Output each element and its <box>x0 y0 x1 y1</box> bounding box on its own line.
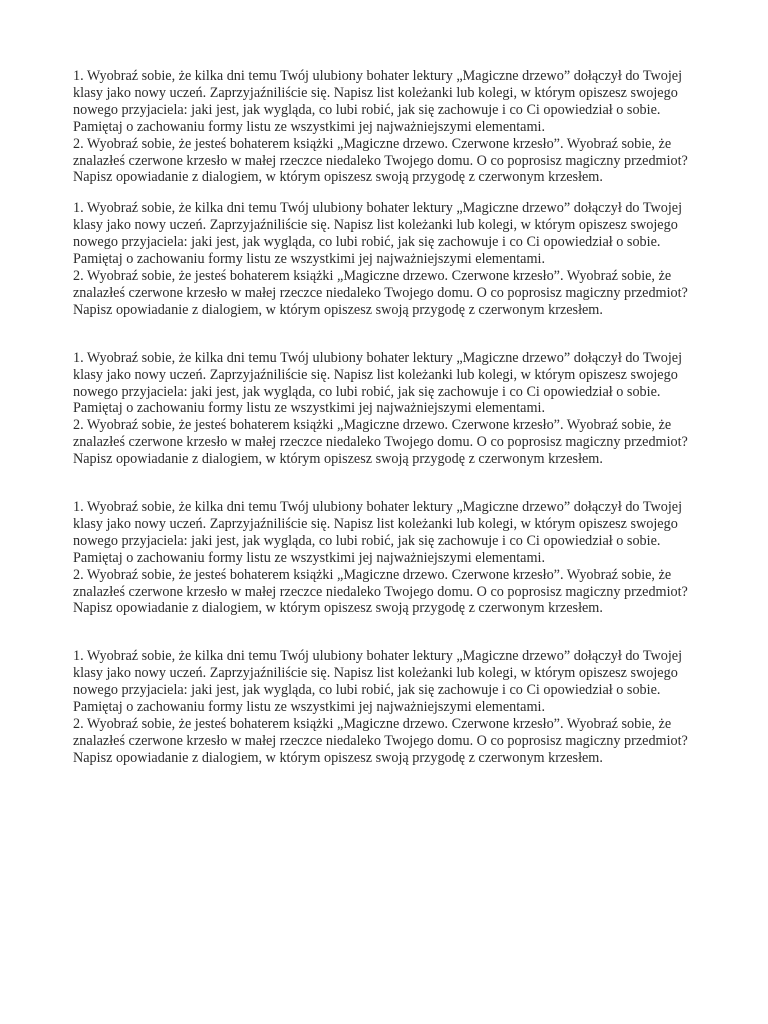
paragraph-spacer <box>73 468 713 499</box>
assignment-block-2 <box>73 200 713 318</box>
assignment-block-4 <box>73 499 713 617</box>
assignment-item-1: 1. Wyobraź sobie, że kilka dni temu Twój ulubiony bohater lektury „Magiczne drzewo” dołączył do Twojej klasy jako nowy uczeń. Zaprzyjaźniliście się. Napisz list koleżanki lub kolegi, w którym opiszesz swojego nowego przyjaciela: jaki jest, jak wygląda, co lubi robić, jak się zachowuje i co Ci opowiedział o sobie. Pamiętaj o zachowaniu formy listu ze wszystkimi jej najważniejszymi elementami. <box>73 648 683 716</box>
assignment-item-2: 2. Wyobraź sobie, że jesteś bohaterem książki „Magiczne drzewo. Czerwone krzesło”. Wyobraź sobie, że znalazłeś czerwone krzesło w małej rzeczce niedaleko Twojego domu. O co poprosisz magiczny przedmiot? Napisz opowiadanie z dialogiem, w którym opiszesz swoją przygodę z czerwonym krzesłem. <box>73 716 688 766</box>
assignment-item-2: 2. Wyobraź sobie, że jesteś bohaterem książki „Magiczne drzewo. Czerwone krzesło”. Wyobraź sobie, że znalazłeś czerwone krzesło w małej rzeczce niedaleko Twojego domu. O co poprosisz magiczny przedmiot? Napisz opowiadanie z dialogiem, w którym opiszesz swoją przygodę z czerwonym krzesłem. <box>73 417 688 468</box>
assignment-block-5 <box>73 648 713 766</box>
assignment-block-3 <box>73 350 713 468</box>
assignment-item-2: 2. Wyobraź sobie, że jesteś bohaterem książki „Magiczne drzewo. Czerwone krzesło”. Wyobraź sobie, że znalazłeś czerwone krzesło w małej rzeczce niedaleko Twojego domu. O co poprosisz magiczny przedmiot? Napisz opowiadanie z dialogiem, w którym opiszesz swoją przygodę z czerwonym krzesłem. <box>73 566 688 617</box>
paragraph-spacer <box>73 319 713 350</box>
assignment-item-1: 1. Wyobraź sobie, że kilka dni temu Twój ulubiony bohater lektury „Magiczne drzewo” dołączył do Twojej klasy jako nowy uczeń. Zaprzyjaźniliście się. Napisz list koleżanki lub kolegi, w którym opiszesz swojego nowego przyjaciela: jaki jest, jak wygląda, co lubi robić, jak się zachowuje i co Ci opowiedział o sobie. Pamiętaj o zachowaniu formy listu ze wszystkimi jej najważniejszymi elementami. <box>73 349 683 417</box>
assignment-item-1: 1. Wyobraź sobie, że kilka dni temu Twój ulubiony bohater lektury „Magiczne drzewo” dołączył do Twojej klasy jako nowy uczeń. Zaprzyjaźniliście się. Napisz list koleżanki lub kolegi, w którym opiszesz swojego nowego przyjaciela: jaki jest, jak wygląda, co lubi robić, jak się zachowuje i co Ci opowiedział o sobie. Pamiętaj o zachowaniu formy listu ze wszystkimi jej najważniejszymi elementami. <box>73 499 683 566</box>
document-page <box>73 68 713 767</box>
assignment-item-1: 1. Wyobraź sobie, że kilka dni temu Twój ulubiony bohater lektury „Magiczne drzewo” dołączył do Twojej klasy jako nowy uczeń. Zaprzyjaźniliście się. Napisz list koleżanki lub kolegi, w którym opiszesz swojego nowego przyjaciela: jaki jest, jak wygląda, co lubi robić, jak się zachowuje i co Ci opowiedział o sobie. Pamiętaj o zachowaniu formy listu ze wszystkimi jej najważniejszymi elementami. <box>73 68 683 135</box>
assignment-item-2: 2. Wyobraź sobie, że jesteś bohaterem książki „Magiczne drzewo. Czerwone krzesło”. Wyobraź sobie, że znalazłeś czerwone krzesło w małej rzeczce niedaleko Twojego domu. O co poprosisz magiczny przedmiot? Napisz opowiadanie z dialogiem, w którym opiszesz swoją przygodę z czerwonym krzesłem. <box>73 135 688 186</box>
paragraph-spacer <box>73 617 713 648</box>
assignment-item-2: 2. Wyobraź sobie, że jesteś bohaterem książki „Magiczne drzewo. Czerwone krzesło”. Wyobraź sobie, że znalazłeś czerwone krzesło w małej rzeczce niedaleko Twojego domu. O co poprosisz magiczny przedmiot? Napisz opowiadanie z dialogiem, w którym opiszesz swoją przygodę z czerwonym krzesłem. <box>73 267 688 318</box>
assignment-block-1 <box>73 68 713 186</box>
paragraph-spacer <box>73 186 713 200</box>
assignment-item-1: 1. Wyobraź sobie, że kilka dni temu Twój ulubiony bohater lektury „Magiczne drzewo” dołączył do Twojej klasy jako nowy uczeń. Zaprzyjaźniliście się. Napisz list koleżanki lub kolegi, w którym opiszesz swojego nowego przyjaciela: jaki jest, jak wygląda, co lubi robić, jak się zachowuje i co Ci opowiedział o sobie. Pamiętaj o zachowaniu formy listu ze wszystkimi jej najważniejszymi elementami. <box>73 200 683 268</box>
